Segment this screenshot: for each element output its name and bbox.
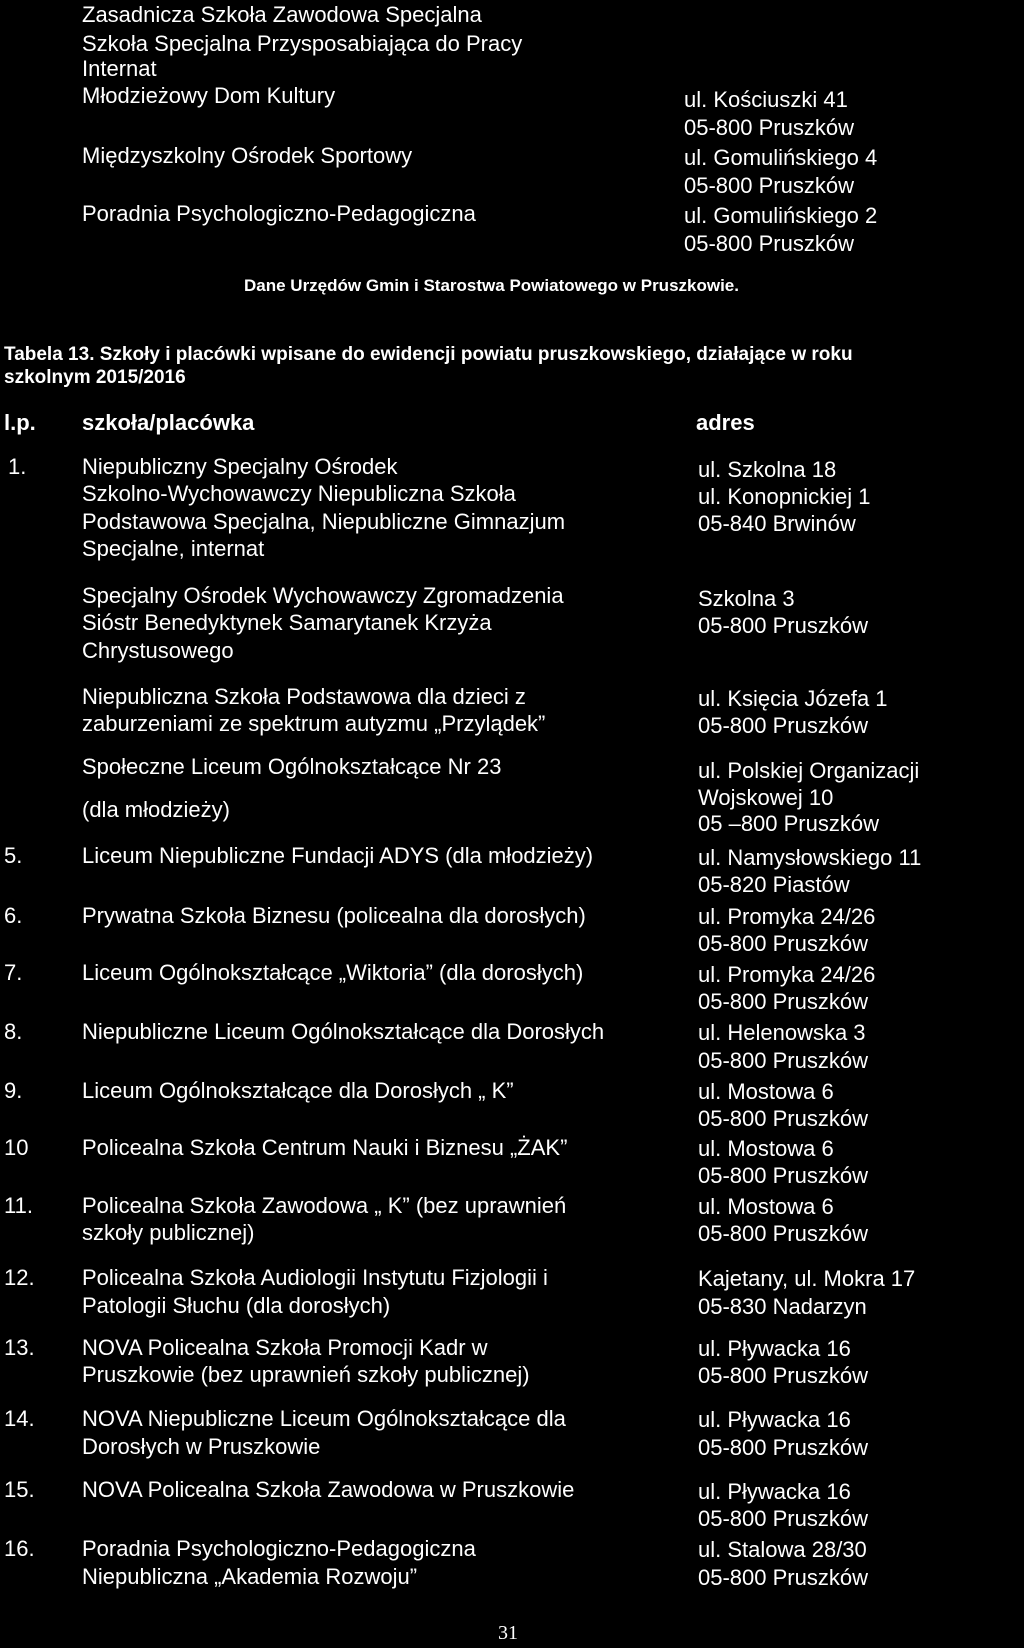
row-address: ul. Mostowa 6 <box>698 1079 834 1104</box>
row-address: 05-840 Brwinów <box>698 511 856 536</box>
row-name: szkoły publicznej) <box>82 1220 255 1245</box>
row-name: Specjalne, internat <box>82 536 265 561</box>
row-name: NOVA Policealna Szkoła Promocji Kadr w <box>82 1335 488 1360</box>
row-name: Policealna Szkoła Zawodowa „ K” (bez uprawnień <box>82 1193 567 1218</box>
entry-address: 05-800 Pruszków <box>684 173 854 198</box>
row-address: ul. Promyka 24/26 <box>698 904 876 929</box>
row-address: Szkolna 3 <box>698 586 795 611</box>
row-address: ul. Mostowa 6 <box>698 1136 834 1161</box>
row-address: ul. Pływacka 16 <box>698 1336 851 1361</box>
row-name: Niepubliczna „Akademia Rozwoju” <box>82 1564 418 1589</box>
header-address: adres <box>696 410 755 435</box>
row-address: 05-800 Pruszków <box>698 1435 868 1460</box>
row-name: Szkolno-Wychowawczy Niepubliczna Szkoła <box>82 481 516 506</box>
page-number: 31 <box>498 1622 518 1644</box>
row-address: 05-800 Pruszków <box>698 613 868 638</box>
entry-name: Międzyszkolny Ośrodek Sportowy <box>82 143 413 168</box>
row-lp: 12. <box>4 1265 35 1290</box>
row-address: Kajetany, ul. Mokra 17 <box>698 1266 916 1291</box>
row-name: zaburzeniami ze spektrum autyzmu „Przylądek” <box>82 711 546 736</box>
row-address: ul. Księcia Józefa 1 <box>698 686 888 711</box>
row-name: Liceum Ogólnokształcące dla Dorosłych „ K” <box>82 1078 514 1103</box>
row-address: ul. Stalowa 28/30 <box>698 1537 867 1562</box>
row-address: 05-800 Pruszków <box>698 989 868 1014</box>
row-address: ul. Polskiej Organizacji <box>698 758 920 783</box>
row-address: 05-800 Pruszków <box>698 1565 868 1590</box>
row-lp: 14. <box>4 1406 35 1431</box>
row-name: Poradnia Psychologiczno-Pedagogiczna <box>82 1536 476 1561</box>
row-name: Niepubliczny Specjalny Ośrodek <box>82 454 398 479</box>
row-lp: 10 <box>4 1135 29 1160</box>
row-name: Dorosłych w Pruszkowie <box>82 1434 321 1459</box>
top-line: Zasadnicza Szkoła Zawodowa Specjalna <box>82 2 482 27</box>
row-address: 05-800 Pruszków <box>698 713 868 738</box>
entry-name: Młodzieżowy Dom Kultury <box>82 83 336 108</box>
row-name: Liceum Ogólnokształcące „Wiktoria” (dla dorosłych) <box>82 960 584 985</box>
header-name: szkoła/placówka <box>82 410 255 435</box>
row-address: Wojskowej 10 <box>698 785 834 810</box>
row-address: 05-800 Pruszków <box>698 1048 868 1073</box>
row-address: ul. Pływacka 16 <box>698 1407 851 1432</box>
header-lp: l.p. <box>4 410 36 435</box>
entry-address: 05-800 Pruszków <box>684 115 854 140</box>
row-lp: 16. <box>4 1536 35 1561</box>
row-address: 05-800 Pruszków <box>698 1363 868 1388</box>
entry-address: ul. Gomulińskiego 2 <box>684 203 878 228</box>
row-address: 05 –800 Pruszków <box>698 811 879 836</box>
row-address: ul. Helenowska 3 <box>698 1020 866 1045</box>
row-lp: 13. <box>4 1335 35 1360</box>
row-lp: 5. <box>4 843 23 868</box>
row-name: Policealna Szkoła Centrum Nauki i Biznesu „ŻAK” <box>82 1135 568 1160</box>
row-name: Niepubliczna Szkoła Podstawowa dla dzieci z <box>82 684 526 709</box>
table-caption: szkolnym 2015/2016 <box>4 367 186 388</box>
row-name: Specjalny Ośrodek Wychowawczy Zgromadzenia <box>82 583 564 608</box>
row-name: Prywatna Szkoła Biznesu (policealna dla dorosłych) <box>82 903 586 928</box>
row-address: ul. Promyka 24/26 <box>698 962 876 987</box>
top-line: Szkoła Specjalna Przysposabiająca do Pracy <box>82 31 523 56</box>
row-address: ul. Konopnickiej 1 <box>698 484 871 509</box>
row-address: ul. Mostowa 6 <box>698 1194 834 1219</box>
entry-address: ul. Gomulińskiego 4 <box>684 145 878 170</box>
entry-address: 05-800 Pruszków <box>684 231 854 256</box>
row-name: Policealna Szkoła Audiologii Instytutu Fizjologii i <box>82 1265 548 1290</box>
row-address: ul. Szkolna 18 <box>698 457 837 482</box>
row-name: NOVA Policealna Szkoła Zawodowa w Pruszkowie <box>82 1477 575 1502</box>
row-name: Społeczne Liceum Ogólnokształcące Nr 23 <box>82 754 502 779</box>
row-address: 05-830 Nadarzyn <box>698 1294 867 1319</box>
row-lp: 1. <box>8 454 27 479</box>
row-address: ul. Namysłowskiego 11 <box>698 845 922 870</box>
row-lp: 9. <box>4 1078 23 1103</box>
row-lp: 8. <box>4 1019 23 1044</box>
row-name: Liceum Niepubliczne Fundacji ADYS (dla młodzieży) <box>82 843 594 868</box>
entry-address: ul. Kościuszki 41 <box>684 87 848 112</box>
row-lp: 15. <box>4 1477 35 1502</box>
row-name: Patologii Słuchu (dla dorosłych) <box>82 1293 391 1318</box>
row-address: 05-800 Pruszków <box>698 1163 868 1188</box>
row-name: Pruszkowie (bez uprawnień szkoły publicznej) <box>82 1362 530 1387</box>
top-line: Internat <box>82 56 157 81</box>
row-name: Sióstr Benedyktynek Samarytanek Krzyża <box>82 610 492 635</box>
row-address: 05-800 Pruszków <box>698 931 868 956</box>
row-address: 05-800 Pruszków <box>698 1221 868 1246</box>
table-caption: Tabela 13. Szkoły i placówki wpisane do ewidencji powiatu pruszkowskiego, działające w roku <box>4 344 853 365</box>
row-address: 05-800 Pruszków <box>698 1506 868 1531</box>
row-address: 05-800 Pruszków <box>698 1106 868 1131</box>
row-lp: 11. <box>4 1193 33 1218</box>
row-name: NOVA Niepubliczne Liceum Ogólnokształcące dla <box>82 1406 566 1431</box>
row-name: Chrystusowego <box>82 638 234 663</box>
row-address: ul. Pływacka 16 <box>698 1479 851 1504</box>
entry-name: Poradnia Psychologiczno-Pedagogiczna <box>82 201 476 226</box>
source-note: Dane Urzędów Gmin i Starostwa Powiatowego w Pruszkowie. <box>244 276 739 295</box>
row-name: Niepubliczne Liceum Ogólnokształcące dla Dorosłych <box>82 1019 605 1044</box>
row-lp: 7. <box>4 960 23 985</box>
row-address: 05-820 Piastów <box>698 872 850 897</box>
row-lp: 6. <box>4 903 23 928</box>
row-name: Podstawowa Specjalna, Niepubliczne Gimnazjum <box>82 509 566 534</box>
row-name: (dla młodzieży) <box>82 797 230 822</box>
